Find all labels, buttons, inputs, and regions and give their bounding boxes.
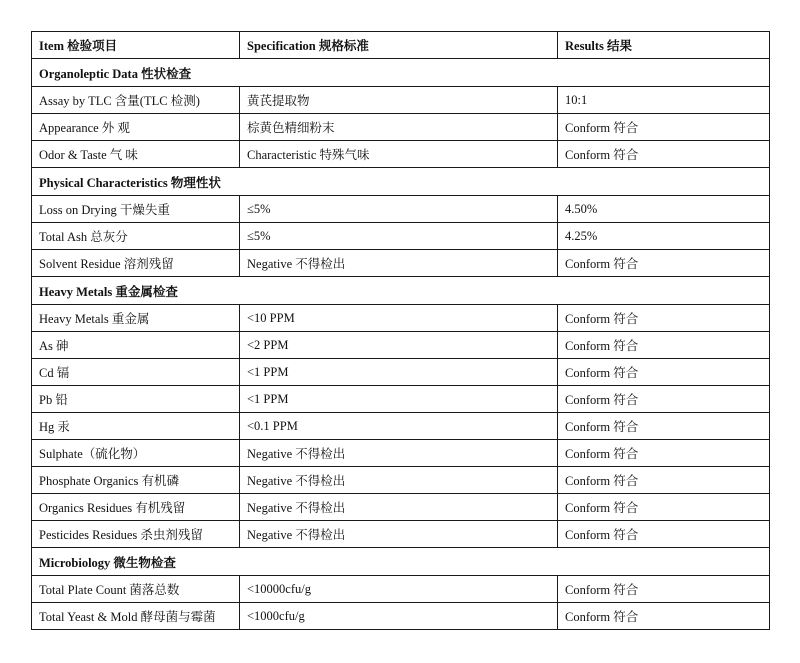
table-row <box>32 521 770 548</box>
specification-cell: <10 PPM <box>240 305 558 332</box>
result-cell: Conform 符合 <box>558 250 770 277</box>
item-cell: Hg 汞 <box>32 413 240 440</box>
result-cell: Conform 符合 <box>558 386 770 413</box>
header-item: Item 检验项目 <box>32 32 240 59</box>
section-header-row <box>32 548 770 576</box>
item-cell: Pb 铅 <box>32 386 240 413</box>
section-title: Microbiology 微生物检查 <box>32 548 770 576</box>
item-cell: Assay by TLC 含量(TLC 检测) <box>32 87 240 114</box>
item-cell: Phosphate Organics 有机磷 <box>32 467 240 494</box>
item-cell: Total Ash 总灰分 <box>32 223 240 250</box>
section-header-row <box>32 168 770 196</box>
specification-cell: Negative 不得检出 <box>240 440 558 467</box>
table-row <box>32 332 770 359</box>
item-cell: Total Plate Count 菌落总数 <box>32 576 240 603</box>
table-row <box>32 114 770 141</box>
specification-cell: <0.1 PPM <box>240 413 558 440</box>
table-row <box>32 141 770 168</box>
item-cell: Heavy Metals 重金属 <box>32 305 240 332</box>
section-title: Heavy Metals 重金属检查 <box>32 277 770 305</box>
table-row <box>32 576 770 603</box>
header-specification: Specification 规格标准 <box>240 32 558 59</box>
spec-table <box>31 31 770 630</box>
item-cell: Solvent Residue 溶剂残留 <box>32 250 240 277</box>
item-cell: As 砷 <box>32 332 240 359</box>
specification-cell: 棕黄色精细粉末 <box>240 114 558 141</box>
table-row <box>32 359 770 386</box>
result-cell: Conform 符合 <box>558 467 770 494</box>
table-row <box>32 250 770 277</box>
table-row <box>32 386 770 413</box>
specification-cell: ≤5% <box>240 196 558 223</box>
item-cell: Appearance 外 观 <box>32 114 240 141</box>
section-title: Organoleptic Data 性状检查 <box>32 59 770 87</box>
specification-cell: 黄芪提取物 <box>240 87 558 114</box>
specification-cell: Negative 不得检出 <box>240 250 558 277</box>
item-cell: Odor & Taste 气 味 <box>32 141 240 168</box>
table-row <box>32 413 770 440</box>
item-cell: Sulphate（硫化物） <box>32 440 240 467</box>
specification-cell: ≤5% <box>240 223 558 250</box>
specification-cell: Negative 不得检出 <box>240 467 558 494</box>
table-row <box>32 603 770 630</box>
result-cell: 4.25% <box>558 223 770 250</box>
table-row <box>32 494 770 521</box>
result-cell: 10:1 <box>558 87 770 114</box>
result-cell: Conform 符合 <box>558 576 770 603</box>
result-cell: Conform 符合 <box>558 603 770 630</box>
header-results: Results 结果 <box>558 32 770 59</box>
specification-cell: <1 PPM <box>240 386 558 413</box>
table-body <box>32 59 770 630</box>
table-row <box>32 440 770 467</box>
section-header-row <box>32 59 770 87</box>
table-row <box>32 467 770 494</box>
item-cell: Pesticides Residues 杀虫剂残留 <box>32 521 240 548</box>
section-title: Physical Characteristics 物理性状 <box>32 168 770 196</box>
specification-cell: Negative 不得检出 <box>240 521 558 548</box>
item-cell: Organics Residues 有机残留 <box>32 494 240 521</box>
item-cell: Total Yeast & Mold 酵母菌与霉菌 <box>32 603 240 630</box>
table-row <box>32 87 770 114</box>
header-row <box>32 32 770 59</box>
table-row <box>32 223 770 250</box>
result-cell: Conform 符合 <box>558 359 770 386</box>
result-cell: Conform 符合 <box>558 332 770 359</box>
specification-cell: <2 PPM <box>240 332 558 359</box>
result-cell: Conform 符合 <box>558 521 770 548</box>
result-cell: Conform 符合 <box>558 141 770 168</box>
item-cell: Cd 镉 <box>32 359 240 386</box>
result-cell: Conform 符合 <box>558 114 770 141</box>
table-row <box>32 305 770 332</box>
specification-cell: Negative 不得检出 <box>240 494 558 521</box>
specification-cell: Characteristic 特殊气味 <box>240 141 558 168</box>
result-cell: Conform 符合 <box>558 413 770 440</box>
specification-cell: <1 PPM <box>240 359 558 386</box>
result-cell: Conform 符合 <box>558 305 770 332</box>
specification-cell: <10000cfu/g <box>240 576 558 603</box>
section-header-row <box>32 277 770 305</box>
result-cell: Conform 符合 <box>558 440 770 467</box>
result-cell: 4.50% <box>558 196 770 223</box>
specification-cell: <1000cfu/g <box>240 603 558 630</box>
result-cell: Conform 符合 <box>558 494 770 521</box>
table-row <box>32 196 770 223</box>
item-cell: Loss on Drying 干燥失重 <box>32 196 240 223</box>
